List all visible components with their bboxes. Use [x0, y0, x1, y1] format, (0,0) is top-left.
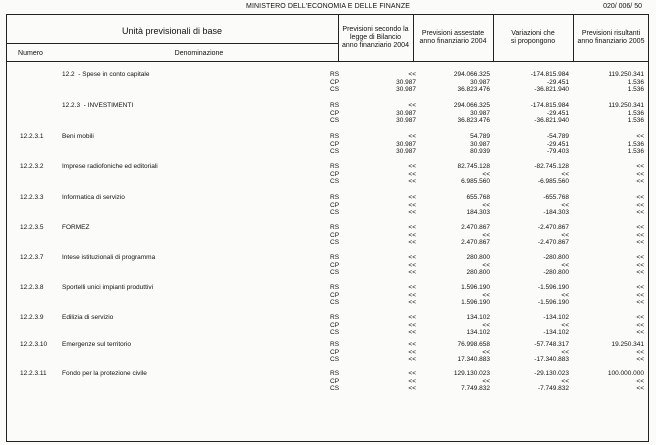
value-assestate-2004: 30.987	[470, 140, 490, 148]
value-variazioni: -134.102	[543, 329, 569, 336]
value-bilancio-2004: <<	[408, 71, 416, 78]
value-risultanti-2005: <<	[636, 133, 644, 140]
value-risultanti-2005: <<	[636, 329, 644, 336]
row-number: 12.2.3.3	[20, 194, 44, 201]
value-bilancio-2004: <<	[408, 269, 416, 276]
value-bilancio-2004: <<	[408, 201, 416, 209]
row-number: 12.2.3.5	[20, 224, 44, 231]
row-denomination: 12.2.3 - INVESTIMENTI	[62, 102, 134, 109]
row-denomination: FORMEZ	[62, 224, 90, 231]
value-assestate-2004: 280.800	[466, 269, 490, 276]
row-type-code: CP	[330, 170, 340, 178]
value-risultanti-2005: 19.250.341	[611, 341, 644, 348]
row-type-code: RS	[330, 224, 340, 231]
value-assestate-2004: 184.303	[466, 209, 490, 216]
value-risultanti-2005: <<	[636, 321, 644, 329]
page-reference: 020/ 006/ 50	[603, 3, 642, 10]
value-variazioni: -6.985.560	[537, 178, 569, 185]
header-line: anno finanziario 2004	[419, 38, 487, 45]
value-assestate-2004: <<	[482, 261, 490, 269]
value-variazioni: -79.403	[546, 148, 569, 155]
value-bilancio-2004: <<	[408, 133, 416, 140]
row-type-code: CP	[330, 261, 340, 269]
value-risultanti-2005: 1.536	[627, 78, 644, 86]
row-type-code: RS	[330, 341, 340, 348]
value-variazioni: <<	[561, 170, 569, 178]
value-variazioni: <<	[561, 261, 569, 269]
value-assestate-2004: <<	[482, 201, 490, 209]
value-variazioni: <<	[561, 321, 569, 329]
value-risultanti-2005: 1.536	[627, 140, 644, 148]
value-assestate-2004: <<	[482, 170, 490, 178]
value-bilancio-2004: <<	[408, 178, 416, 185]
row-type-code: CS	[330, 356, 340, 363]
value-bilancio-2004: <<	[408, 261, 416, 269]
value-variazioni: -36.821.940	[534, 117, 569, 124]
table-row	[6, 329, 649, 339]
value-risultanti-2005: <<	[636, 231, 644, 239]
value-variazioni: <<	[561, 291, 569, 299]
value-bilancio-2004: <<	[408, 163, 416, 170]
value-variazioni: <<	[561, 231, 569, 239]
row-denomination: Sportelli unici impianti produttivi	[62, 284, 154, 291]
row-type-code: CP	[330, 109, 340, 117]
header-line: Previsioni secondo la	[342, 26, 409, 33]
value-bilancio-2004: 30.987	[396, 140, 416, 148]
value-variazioni: -2.470.867	[537, 224, 569, 231]
row-type-code: CP	[330, 321, 340, 329]
value-risultanti-2005: <<	[636, 209, 644, 216]
row-type-code: RS	[330, 284, 340, 291]
value-bilancio-2004: <<	[408, 321, 416, 329]
header-col-variazioni	[493, 30, 573, 46]
value-assestate-2004: 30.987	[470, 78, 490, 86]
table-header-main: Unità previsionali di base	[121, 26, 223, 36]
value-assestate-2004: 6.985.560	[461, 178, 490, 185]
value-variazioni: <<	[561, 201, 569, 209]
header-line: Previsioni assestate	[421, 30, 485, 37]
value-risultanti-2005: 119.250.341	[608, 102, 644, 109]
value-risultanti-2005: 119.250.341	[608, 71, 644, 78]
value-risultanti-2005: 1.536	[627, 86, 644, 93]
value-bilancio-2004: <<	[408, 239, 416, 246]
value-variazioni: -184.303	[543, 209, 569, 216]
value-bilancio-2004: <<	[408, 348, 416, 356]
value-assestate-2004: 7.749.832	[461, 385, 490, 392]
value-bilancio-2004: <<	[408, 370, 416, 377]
value-assestate-2004: 54.789	[470, 133, 490, 140]
value-variazioni: -174.815.984	[530, 102, 569, 109]
value-variazioni: <<	[561, 377, 569, 385]
row-number: 12.2.3.7	[20, 254, 44, 261]
value-variazioni: -36.821.940	[534, 86, 569, 93]
row-type-code: CS	[330, 209, 340, 216]
value-variazioni: -2.470.867	[537, 239, 569, 246]
row-number: 12.2.3.10	[20, 341, 48, 348]
value-assestate-2004: 82.745.128	[457, 163, 490, 170]
row-denomination: Fondo per la protezione civile	[62, 370, 147, 377]
value-risultanti-2005: <<	[636, 314, 644, 321]
value-bilancio-2004: <<	[408, 291, 416, 299]
value-bilancio-2004: <<	[408, 102, 416, 109]
value-variazioni: -54.789	[546, 133, 569, 140]
value-bilancio-2004: <<	[408, 209, 416, 216]
row-number: 12.2.3.1	[20, 133, 44, 140]
value-variazioni: <<	[561, 348, 569, 356]
value-assestate-2004: 76.998.658	[457, 341, 490, 348]
value-variazioni: -1.596.190	[537, 284, 569, 291]
value-bilancio-2004: 30.987	[396, 148, 416, 155]
value-bilancio-2004: <<	[408, 254, 416, 261]
value-risultanti-2005: <<	[636, 239, 644, 246]
header-line: Variazioni che	[511, 30, 555, 37]
value-assestate-2004: 280.800	[466, 254, 490, 261]
value-assestate-2004: 1.596.190	[461, 284, 490, 291]
header-line: anno finanziario 2004	[342, 42, 409, 49]
value-risultanti-2005: <<	[636, 269, 644, 276]
value-assestate-2004: 36.823.476	[457, 86, 490, 93]
value-risultanti-2005: <<	[636, 178, 644, 185]
header-col-previsioni-assestate	[413, 30, 493, 46]
value-risultanti-2005: 1.536	[627, 117, 644, 124]
row-type-code: CP	[330, 140, 340, 148]
value-risultanti-2005: 1.536	[627, 109, 644, 117]
value-risultanti-2005: <<	[636, 385, 644, 392]
value-variazioni: -82.745.128	[534, 163, 569, 170]
row-number: 12.2.3.2	[20, 163, 44, 170]
value-bilancio-2004: <<	[408, 377, 416, 385]
row-type-code: CS	[330, 329, 340, 336]
value-assestate-2004: 134.102	[466, 314, 490, 321]
value-risultanti-2005: <<	[636, 163, 644, 170]
table-row	[6, 148, 649, 158]
row-type-code: RS	[330, 254, 340, 261]
row-type-code: RS	[330, 102, 340, 109]
value-assestate-2004: 36.823.476	[457, 117, 490, 124]
header-line: Previsioni risultanti	[581, 30, 641, 37]
value-variazioni: -134.102	[543, 314, 569, 321]
value-bilancio-2004: 30.987	[396, 86, 416, 93]
value-assestate-2004: 655.768	[466, 194, 490, 201]
value-risultanti-2005: <<	[636, 356, 644, 363]
row-type-code: RS	[330, 370, 340, 377]
value-bilancio-2004: <<	[408, 284, 416, 291]
value-variazioni: -655.768	[543, 194, 569, 201]
value-assestate-2004: <<	[482, 231, 490, 239]
value-variazioni: -17.340.883	[534, 356, 569, 363]
value-variazioni: -29.130.023	[534, 370, 569, 377]
row-denomination: Beni mobili	[62, 133, 94, 140]
value-risultanti-2005: <<	[636, 284, 644, 291]
row-type-code: CP	[330, 231, 340, 239]
header-line: anno finanziario 2005	[577, 38, 645, 45]
row-type-code: CS	[330, 86, 340, 93]
value-assestate-2004: 80.939	[470, 148, 490, 155]
row-denomination: Edilizia di servizio	[62, 314, 114, 321]
value-variazioni: -29.451	[546, 78, 569, 86]
value-bilancio-2004: <<	[408, 385, 416, 392]
value-risultanti-2005: <<	[636, 299, 644, 306]
row-type-code: CP	[330, 201, 340, 209]
row-type-code: RS	[330, 314, 340, 321]
row-denomination: 12.2 - Spese in conto capitale	[62, 71, 150, 78]
row-type-code: CS	[330, 148, 340, 155]
row-type-code: RS	[330, 194, 340, 201]
header-line: legge di Bilancio	[350, 34, 401, 41]
row-denomination: Intese istituzionali di programma	[62, 254, 156, 261]
value-assestate-2004: <<	[482, 377, 490, 385]
row-type-code: RS	[330, 71, 340, 78]
value-variazioni: -7.749.832	[537, 385, 569, 392]
value-risultanti-2005: <<	[636, 254, 644, 261]
table-row	[6, 356, 649, 366]
value-assestate-2004: 30.987	[470, 109, 490, 117]
row-denomination: Emergenze sul territorio	[62, 341, 131, 348]
value-bilancio-2004: 30.987	[396, 117, 416, 124]
value-variazioni: -280.800	[543, 254, 569, 261]
value-bilancio-2004: <<	[408, 314, 416, 321]
row-number: 12.2.3.9	[20, 314, 44, 321]
value-variazioni: -29.451	[546, 140, 569, 148]
value-bilancio-2004: <<	[408, 341, 416, 348]
header-bottom-line	[6, 61, 649, 62]
value-risultanti-2005: <<	[636, 224, 644, 231]
header-col-previsioni-bilancio	[338, 26, 413, 50]
value-bilancio-2004: <<	[408, 299, 416, 306]
table-row	[6, 117, 649, 127]
row-type-code: CP	[330, 377, 340, 385]
row-type-code: CP	[330, 348, 340, 356]
value-variazioni: -174.815.984	[530, 71, 569, 78]
row-denomination: Informatica di servizio	[62, 194, 125, 201]
value-assestate-2004: 17.340.883	[457, 356, 490, 363]
table-row	[6, 178, 649, 188]
value-bilancio-2004: <<	[408, 329, 416, 336]
value-variazioni: -57.748.317	[534, 341, 569, 348]
row-type-code: RS	[330, 133, 340, 140]
table-row	[6, 239, 649, 249]
value-assestate-2004: 2.470.867	[461, 239, 490, 246]
value-assestate-2004: 294.066.325	[453, 102, 490, 109]
table-row	[6, 86, 649, 96]
value-assestate-2004: 2.470.867	[461, 224, 490, 231]
row-type-code: CP	[330, 291, 340, 299]
row-type-code: CS	[330, 385, 340, 392]
value-bilancio-2004: <<	[408, 356, 416, 363]
row-type-code: CS	[330, 117, 340, 124]
value-bilancio-2004: <<	[408, 231, 416, 239]
row-number: 12.2.3.8	[20, 284, 44, 291]
row-type-code: CS	[330, 269, 340, 276]
value-assestate-2004: 134.102	[466, 329, 490, 336]
row-type-code: RS	[330, 163, 340, 170]
value-risultanti-2005: <<	[636, 377, 644, 385]
value-risultanti-2005: <<	[636, 291, 644, 299]
value-bilancio-2004: <<	[408, 224, 416, 231]
value-risultanti-2005: 1.536	[627, 148, 644, 155]
page-title: MINISTERO DELL'ECONOMIA E DELLE FINANZE	[246, 3, 410, 10]
row-type-code: CP	[330, 78, 340, 86]
value-assestate-2004: 294.066.325	[453, 71, 490, 78]
value-risultanti-2005: <<	[636, 261, 644, 269]
table-row	[6, 299, 649, 309]
value-risultanti-2005: 100.000.000	[607, 370, 644, 377]
header-divider	[6, 43, 338, 44]
value-bilancio-2004: <<	[408, 170, 416, 178]
value-risultanti-2005: <<	[636, 348, 644, 356]
row-type-code: CS	[330, 299, 340, 306]
row-denomination: Imprese radiofoniche ed editoriali	[62, 163, 158, 170]
row-type-code: CS	[330, 239, 340, 246]
table-row	[6, 269, 649, 279]
header-denominazione: Denominazione	[174, 50, 224, 57]
table-row	[6, 385, 649, 395]
value-variazioni: -280.800	[543, 269, 569, 276]
value-bilancio-2004: <<	[408, 194, 416, 201]
value-variazioni: -29.451	[546, 109, 569, 117]
row-type-code: CS	[330, 178, 340, 185]
value-assestate-2004: 1.596.190	[461, 299, 490, 306]
value-bilancio-2004: 30.987	[396, 78, 416, 86]
value-assestate-2004: <<	[482, 321, 490, 329]
value-assestate-2004: <<	[482, 348, 490, 356]
header-numero: Numero	[18, 50, 43, 57]
value-assestate-2004: 129.130.023	[453, 370, 490, 377]
value-bilancio-2004: 30.987	[396, 109, 416, 117]
header-col-previsioni-risultanti	[573, 30, 649, 46]
value-risultanti-2005: <<	[636, 194, 644, 201]
header-line: si propongono	[510, 38, 556, 45]
row-number: 12.2.3.11	[20, 370, 47, 377]
value-assestate-2004: <<	[482, 291, 490, 299]
value-variazioni: -1.596.190	[537, 299, 569, 306]
table-row	[6, 209, 649, 219]
value-risultanti-2005: <<	[636, 170, 644, 178]
value-risultanti-2005: <<	[636, 201, 644, 209]
